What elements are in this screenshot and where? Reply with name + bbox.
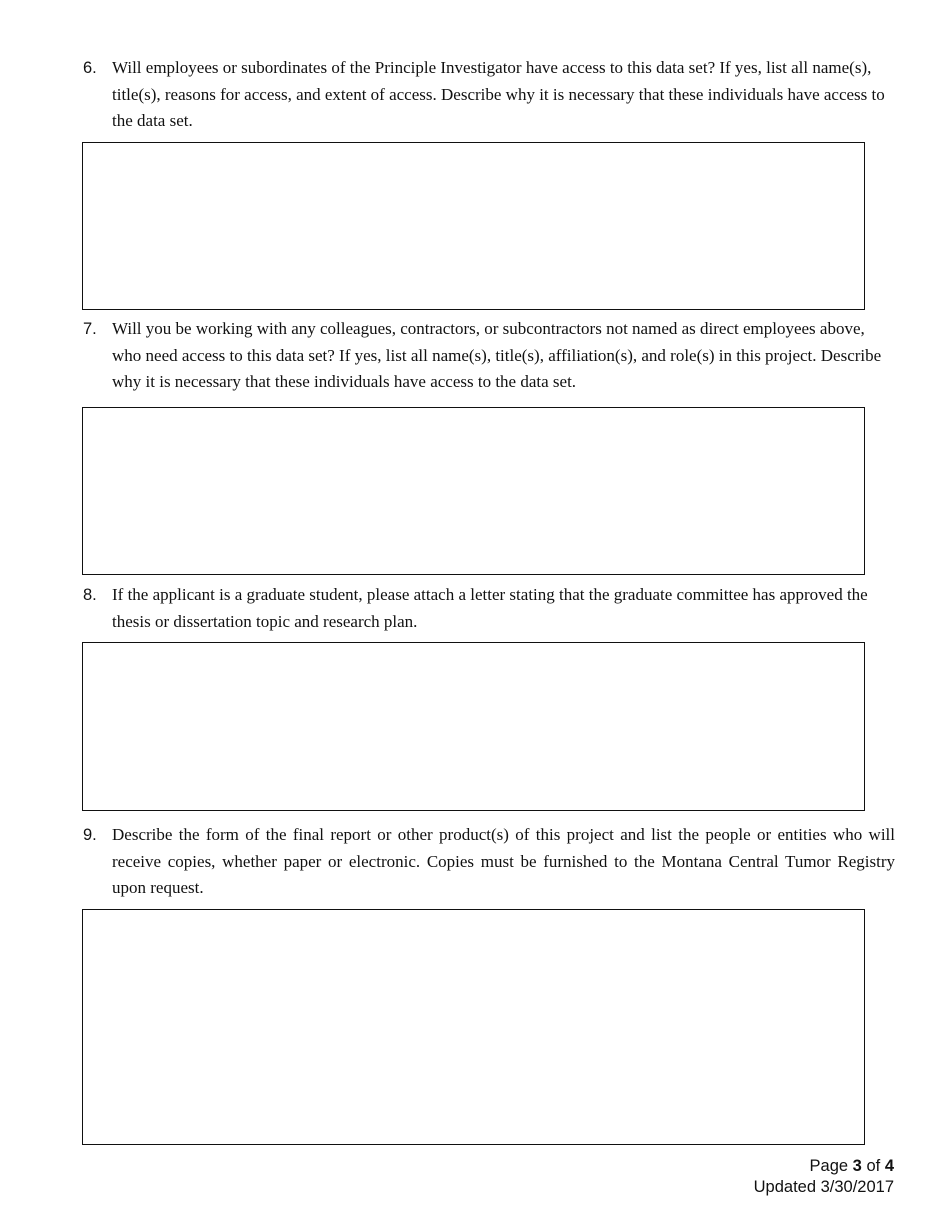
- of-word: of: [866, 1157, 881, 1175]
- question-7: [83, 316, 895, 396]
- page-word: Page: [809, 1157, 849, 1175]
- question-text: If the applicant is a graduate student, please attach a letter stating that the graduate committee has approved the thesis or dissertation topic and research plan.: [112, 585, 868, 631]
- current-page: 3: [852, 1157, 862, 1175]
- total-pages: 4: [884, 1157, 894, 1175]
- answer-box-question-6[interactable]: [82, 142, 865, 310]
- updated-date: Updated 3/30/2017: [753, 1177, 894, 1196]
- question-text: Will employees or subordinates of the Principle Investigator have access to this data set? If yes, list all name(s), title(s), reasons for access, and extent of access. Describe why it is necessary that these individuals have access to the data set.: [112, 58, 885, 130]
- question-text: Will you be working with any colleagues, contractors, or subcontractors not named as direct employees above, who need access to this data set? If yes, list all name(s), title(s), affiliation(s), and role(s) in this project. Describe why it is necessary that these individuals have access to the data set.: [112, 319, 882, 391]
- question-number: 7.: [83, 320, 97, 338]
- answer-box-question-8[interactable]: [82, 642, 865, 811]
- question-number: 6.: [83, 59, 97, 77]
- question-8: [83, 582, 895, 635]
- question-number: 8.: [83, 586, 97, 604]
- page-footer: [754, 1156, 894, 1197]
- question-9: [83, 822, 895, 902]
- page-number: [754, 1156, 894, 1177]
- question-text: Describe the form of the final report or other product(s) of this project and list the people or entities who will receive copies, whether paper or electronic. Copies must be furnished to the Montana Central Tumor Registry upon request.: [112, 825, 895, 897]
- question-number: 9.: [83, 826, 97, 844]
- question-6: [83, 55, 895, 135]
- answer-box-question-7[interactable]: [82, 407, 865, 575]
- answer-box-question-9[interactable]: [82, 909, 865, 1145]
